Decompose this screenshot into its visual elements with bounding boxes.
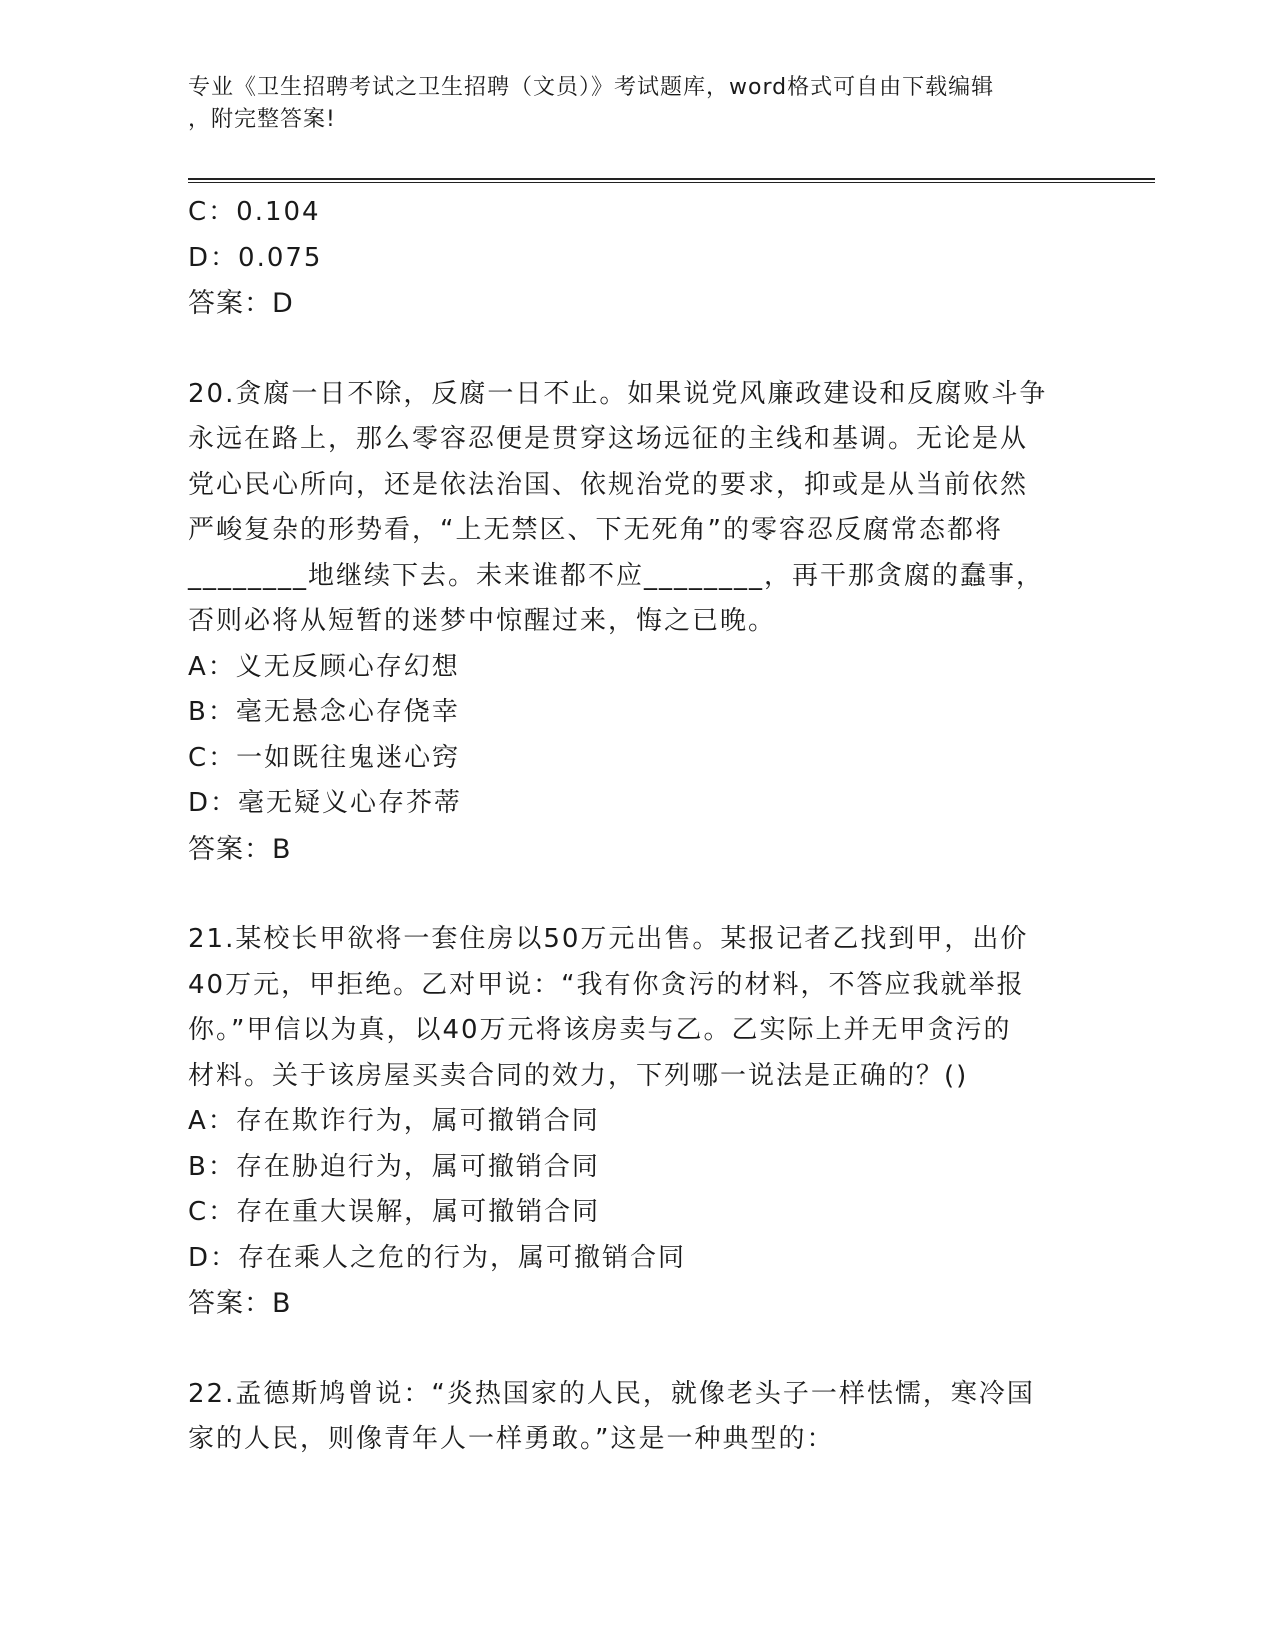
option-c: C：0.104 (188, 197, 321, 227)
question-22 (188, 1372, 1088, 1463)
header-line-1: 专业《卫生招聘考试之卫生招聘（文员）》考试题库，word格式可自由下载编辑 (188, 75, 995, 100)
header-line-2: ，附完整答案! (188, 107, 336, 132)
option-b: B：存在胁迫行为，属可撤销合同 (188, 1151, 600, 1182)
option-d: D：0.075 (188, 242, 323, 273)
option-d: D：毫无疑义心存芥蒂 (188, 788, 463, 818)
answer-line: 答案：B (188, 833, 292, 865)
option-a: A：存在欺诈行为，属可撤销合同 (188, 1106, 600, 1136)
question-text-line: 严峻复杂的形势看，“上无禁区、下无死角”的零容忍反腐常态都将 (188, 515, 1003, 545)
option-c: C：存在重大误解，属可撤销合同 (188, 1197, 601, 1227)
option-a: A：义无反顾心存幻想 (188, 651, 460, 682)
option-c: C：一如既往鬼迷心窍 (188, 742, 461, 773)
question-text-line: 材料。关于该房屋买卖合同的效力，下列哪一说法是正确的？() (188, 1060, 969, 1091)
question-text-line: 21.某校长甲欲将一套住房以50万元出售。某报记者乙找到甲，出价 (188, 924, 1029, 954)
question-text-line: 家的人民，则像青年人一样勇敢。”这是一种典型的： (188, 1424, 835, 1454)
answer-line: 答案：D (188, 288, 294, 319)
document-header (188, 72, 1068, 136)
question-text-line: 永远在路上，那么零容忍便是贯穿这场远征的主线和基调。无论是从 (188, 424, 1029, 454)
question-21 (188, 917, 1088, 1327)
question-text-line: 否则必将从短暂的迷梦中惊醒过来，悔之已晚。 (188, 606, 777, 636)
document-body (188, 190, 1088, 1463)
answer-line: 答案：B (188, 1288, 292, 1319)
header-rule-thick (188, 178, 1155, 180)
question-20 (188, 372, 1088, 873)
header-rule-thin (188, 182, 1155, 183)
question-text-line: 20.贪腐一日不除，反腐一日不止。如果说党风廉政建设和反腐败斗争 (188, 378, 1048, 409)
question-text-line: ________地继续下去。未来谁都不应________，再干那贪腐的蠢事， (188, 560, 1045, 591)
option-d: D：存在乘人之危的行为，属可撤销合同 (188, 1242, 687, 1273)
question-text-line: 40万元，甲拒绝。乙对甲说：“我有你贪污的材料，不答应我就举报 (188, 969, 1025, 1000)
question-text-line: 22.孟德斯鸠曾说：“炎热国家的人民，就像老头子一样怯懦，寒冷国 (188, 1378, 1035, 1409)
previous-question-tail (188, 190, 1088, 327)
question-text-line: 党心民心所向，还是依法治国、依规治党的要求，抑或是从当前依然 (188, 469, 1029, 500)
option-b: B：毫无悬念心存侥幸 (188, 697, 460, 727)
question-text-line: 你。”甲信以为真，以40万元将该房卖与乙。乙实际上并无甲贪污的 (188, 1015, 1012, 1045)
